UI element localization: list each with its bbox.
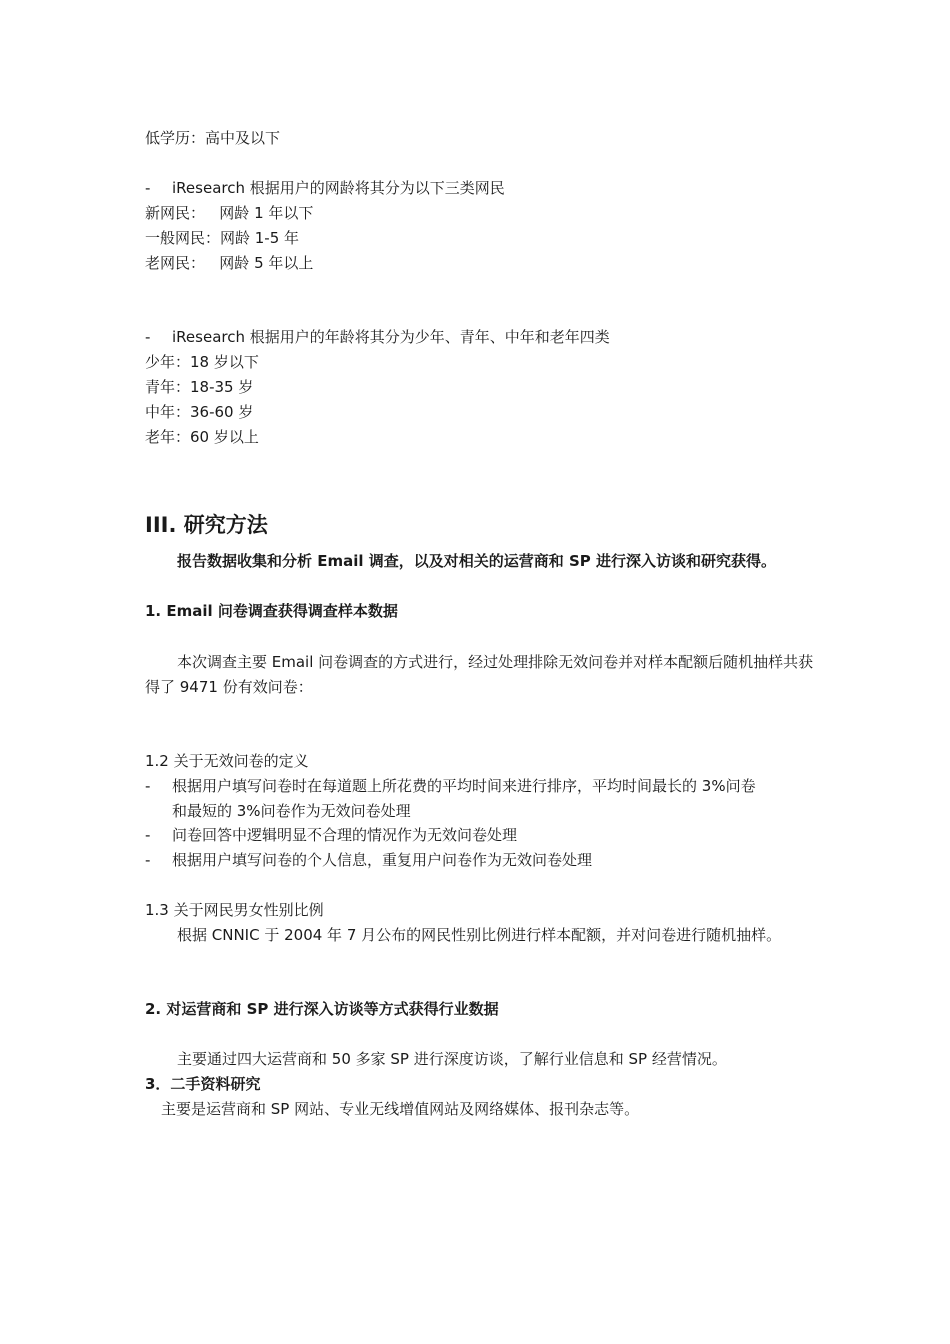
- age-item: 少年：18 岁以下: [145, 353, 259, 371]
- age-item: 中年：36-60 岁: [145, 403, 254, 421]
- bullet-dash: -: [145, 826, 151, 844]
- section-heading: III. 研究方法: [145, 513, 268, 537]
- bullet-dash: -: [145, 179, 151, 197]
- invalid-rule-item: 根据用户填写问卷的个人信息，重复用户问卷作为无效问卷处理: [172, 851, 593, 869]
- invalid-rule-item: 根据用户填写问卷时在每道题上所花费的平均时间来进行排序，平均时间最长的 3%问卷: [172, 777, 756, 795]
- bullet-dash: -: [145, 851, 151, 869]
- subsection-2-body: 主要通过四大运营商和 50 多家 SP 进行深度访谈，了解行业信息和 SP 经营情况。: [177, 1050, 727, 1068]
- netage-item: 一般网民：网龄 1-5 年: [145, 229, 300, 247]
- subsection-1-3-title: 1.3 关于网民男女性别比例: [145, 901, 324, 919]
- age-item: 青年：18-35 岁: [145, 378, 254, 396]
- bullet-dash: -: [145, 777, 151, 795]
- education-low-line: 低学历：高中及以下: [145, 129, 281, 147]
- bullet-dash: -: [145, 328, 151, 346]
- age-item: 老年：60 岁以上: [145, 428, 259, 446]
- methods-summary: 报告数据收集和分析 Email 调查，以及对相关的运营商和 SP 进行深入访谈和研究获得。: [177, 552, 776, 570]
- invalid-rule-item: 问卷回答中逻辑明显不合理的情况作为无效问卷处理: [172, 826, 518, 844]
- subsection-2-title: 2. 对运营商和 SP 进行深入访谈等方式获得行业数据: [145, 1000, 499, 1018]
- invalid-rule-item-continued: 和最短的 3%问卷作为无效问卷处理: [172, 802, 411, 820]
- age-intro: iResearch 根据用户的年龄将其分为少年、青年、中年和老年四类: [172, 328, 610, 346]
- subsection-1-2-title: 1.2 关于无效问卷的定义: [145, 752, 309, 770]
- subsection-3-title: 3．二手资料研究: [145, 1075, 261, 1093]
- subsection-1-3-body: 根据 CNNIC 于 2004 年 7 月公布的网民性别比例进行样本配额，并对问卷进行随机抽样。: [177, 926, 782, 944]
- netage-intro: iResearch 根据用户的网龄将其分为以下三类网民: [172, 179, 505, 197]
- subsection-1-body: 本次调查主要 Email 问卷调查的方式进行，经过处理排除无效问卷并对样本配额后随机抽样共获得了 9471 份有效问卷：: [145, 653, 814, 696]
- subsection-3-body: 主要是运营商和 SP 网站、专业无线增值网站及网络媒体、报刊杂志等。: [161, 1100, 640, 1118]
- subsection-1-title: 1. Email 问卷调查获得调查样本数据: [145, 602, 398, 620]
- netage-item: 新网民： 网龄 1 年以下: [145, 204, 314, 222]
- netage-item: 老网民： 网龄 5 年以上: [145, 254, 314, 272]
